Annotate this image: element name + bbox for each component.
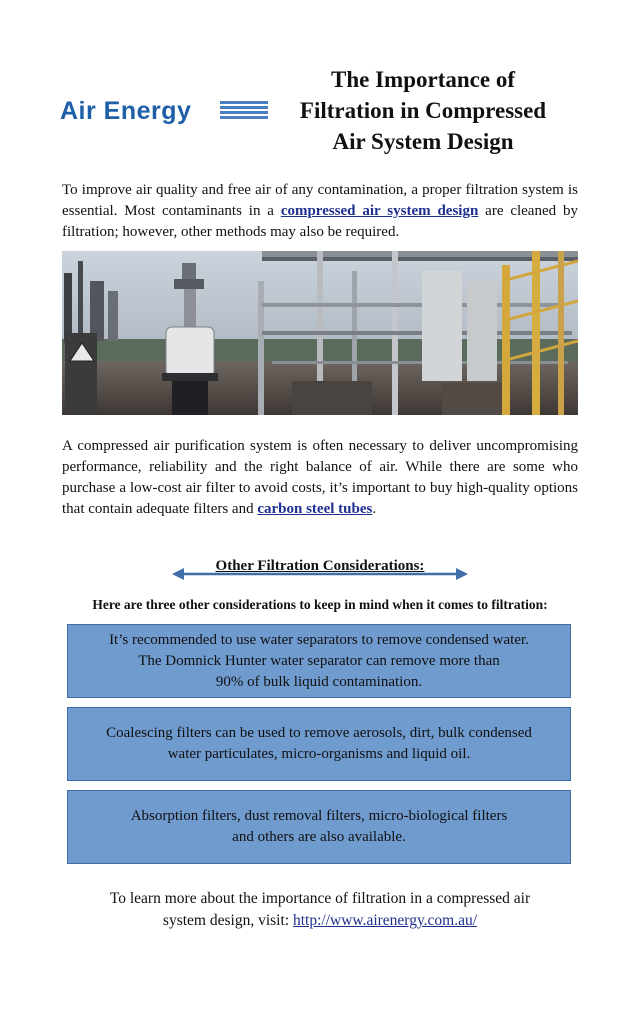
consideration-box-coalescing-filters bbox=[67, 707, 571, 781]
compressed-air-system-design-link[interactable]: compressed air system design bbox=[280, 203, 479, 219]
purification-paragraph bbox=[62, 436, 578, 520]
consideration-box-water-separators bbox=[67, 624, 571, 698]
box-2-line-1: Coalescing filters can be used to remove aerosols, dirt, bulk condensed bbox=[106, 725, 532, 741]
logo-lines-icon bbox=[220, 101, 268, 123]
title-line-1: The Importance of bbox=[331, 67, 515, 92]
box-2-line-2: water particulates, micro-organisms and liquid oil. bbox=[167, 746, 471, 762]
industrial-plant-photo bbox=[62, 251, 578, 415]
footer-line-1: To learn more about the importance of filtration in a compressed air bbox=[109, 890, 531, 907]
intro-text-after: are cleaned by filtration; however, other methods may also be required. bbox=[62, 203, 578, 240]
consideration-box-absorption-filters bbox=[67, 790, 571, 864]
considerations-heading: Other Filtration Considerations: bbox=[215, 558, 425, 574]
intro-text-before: To improve air quality and free air of any contamination, a proper filtration system is essential. Most contaminants in a bbox=[62, 182, 578, 219]
purification-text-before: A compressed air purification system is often necessary to deliver uncompromising performance, reliability and the right balance of air. While there are some who purchase a low-cost air filter to avoid costs, it’s important to buy high-quality options that contain adequate filters and bbox=[62, 438, 578, 517]
footer-note bbox=[62, 888, 578, 932]
box-1-line-1: It’s recommended to use water separators to remove condensed water. bbox=[109, 631, 529, 648]
airenergy-website-link[interactable]: http://www.airenergy.com.au/ bbox=[292, 912, 478, 929]
logo-text: Air Energy bbox=[60, 97, 192, 125]
box-1-line-3: 90% of bulk liquid contamination. bbox=[215, 673, 423, 690]
intro-paragraph bbox=[62, 180, 578, 243]
box-1-line-2: The Domnick Hunter water separator can remove more than bbox=[138, 652, 500, 669]
box-3-line-2: and others are also available. bbox=[232, 829, 406, 845]
considerations-intro: Here are three other considerations to keep in mind when it comes to filtration: bbox=[92, 597, 548, 612]
purification-text-after: . bbox=[372, 501, 377, 517]
company-logo bbox=[60, 96, 270, 132]
carbon-steel-tubes-link[interactable]: carbon steel tubes bbox=[257, 501, 373, 517]
page-title bbox=[268, 64, 578, 157]
footer-line-2 bbox=[62, 910, 578, 932]
footer-line-2-text: system design, visit: bbox=[162, 912, 293, 929]
title-line-3: Air System Design bbox=[332, 129, 514, 154]
box-3-line-1: Absorption filters, dust removal filters, micro-biological filters bbox=[130, 808, 508, 824]
title-line-2: Filtration in Compressed bbox=[299, 98, 547, 123]
